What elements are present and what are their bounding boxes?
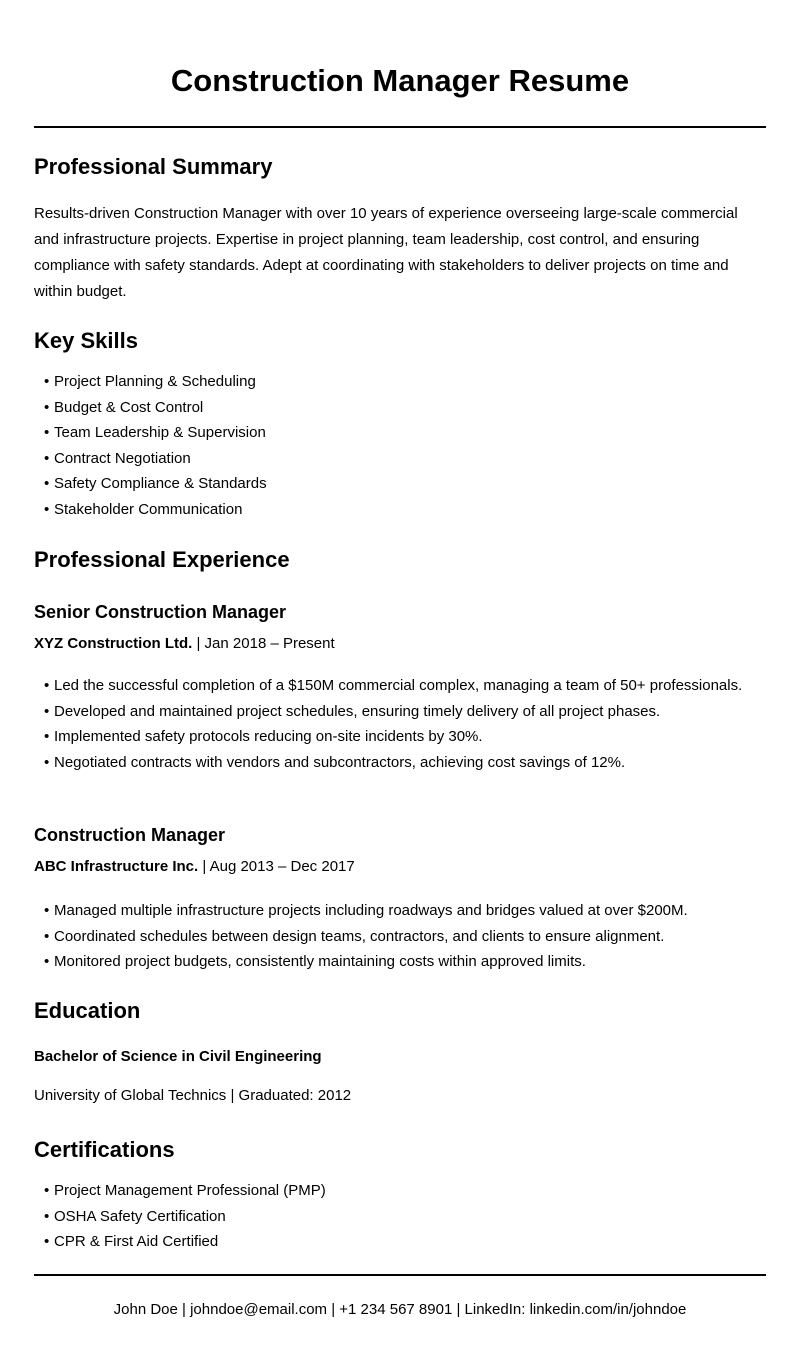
job-bullets: [34, 898, 766, 975]
footer-divider: [34, 1274, 766, 1276]
list-item: • CPR & First Aid Certified: [44, 1229, 766, 1255]
job-title: Construction Manager: [34, 825, 226, 845]
summary-section: [34, 154, 766, 305]
job-entry: [34, 824, 766, 975]
experience-section: [34, 547, 766, 573]
list-item: • Stakeholder Communication: [44, 497, 766, 523]
summary-text: Results-driven Construction Manager with over 10 years of experience overseeing large-scale commercial and infrastructure projects. Expertise in project planning, team leadership, cost control, and ensuring compliance with safety standards. Adept at coordinating with stakeholders to deliver projects on time and within budget.: [34, 205, 738, 300]
certifications-section: [34, 1137, 766, 1255]
list-item: • Safety Compliance & Standards: [44, 471, 766, 497]
page-title: Construction Manager Resume: [170, 63, 630, 98]
education-heading: Education: [34, 998, 141, 1023]
experience-heading: Professional Experience: [34, 547, 290, 572]
list-item: • Team Leadership & Supervision: [44, 420, 766, 446]
skills-list: [34, 369, 766, 522]
skills-heading: Key Skills: [34, 328, 138, 353]
list-item: • Managed multiple infrastructure projects including roadways and bridges valued at over $200M.: [44, 898, 766, 924]
list-item: • Budget & Cost Control: [44, 395, 766, 421]
header-divider: [34, 126, 766, 128]
list-item: • Led the successful completion of a $150M commercial complex, managing a team of 50+ professionals.: [44, 673, 766, 699]
list-item: • Project Planning & Scheduling: [44, 369, 766, 395]
education-degree: Bachelor of Science in Civil Engineering: [34, 1048, 322, 1065]
list-item: • Coordinated schedules between design teams, contractors, and clients to ensure alignment.: [44, 924, 766, 950]
education-section: [34, 998, 766, 1107]
skills-section: [34, 328, 766, 522]
company-name: ABC Infrastructure Inc.: [34, 858, 199, 875]
job-company-line: [34, 856, 766, 878]
list-item: • Monitored project budgets, consistently maintaining costs within approved limits.: [44, 949, 766, 975]
job-entry: [34, 601, 766, 775]
certifications-heading: Certifications: [34, 1137, 175, 1162]
certifications-list: [34, 1178, 766, 1255]
job-period: | Aug 2013 – Dec 2017: [198, 858, 355, 875]
footer: [34, 1274, 766, 1320]
list-item: • OSHA Safety Certification: [44, 1204, 766, 1230]
contact-info: John Doe | johndoe@email.com | +1 234 567 8901 | LinkedIn: linkedin.com/in/johndoe: [113, 1301, 687, 1318]
list-item: • Developed and maintained project schedules, ensuring timely delivery of all project phases.: [44, 699, 766, 725]
list-item: • Negotiated contracts with vendors and subcontractors, achieving cost savings of 12%.: [44, 750, 766, 776]
job-company-line: [34, 633, 766, 655]
list-item: • Contract Negotiation: [44, 446, 766, 472]
job-period: | Jan 2018 – Present: [192, 635, 335, 652]
education-school: University of Global Technics | Graduated: 2012: [34, 1087, 352, 1104]
job-title: Senior Construction Manager: [34, 602, 287, 622]
list-item: • Implemented safety protocols reducing on-site incidents by 30%.: [44, 724, 766, 750]
job-bullets: [34, 673, 766, 775]
company-name: XYZ Construction Ltd.: [34, 635, 193, 652]
summary-heading: Professional Summary: [34, 154, 273, 179]
list-item: • Project Management Professional (PMP): [44, 1178, 766, 1204]
